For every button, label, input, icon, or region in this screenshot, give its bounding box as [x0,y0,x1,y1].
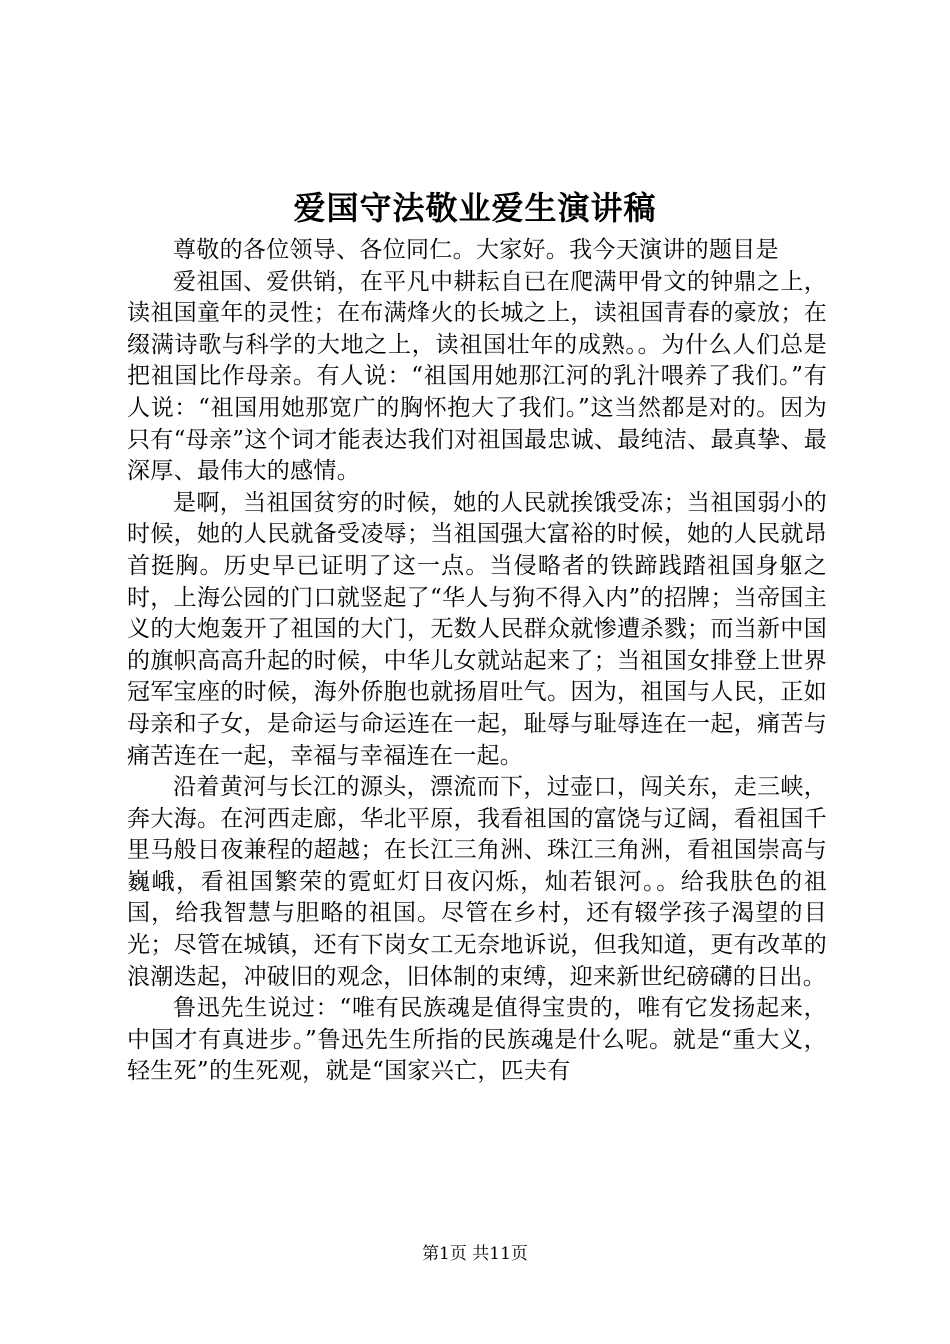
document-title: 爱国守法敬业爱生演讲稿 [293,189,657,227]
page-footer: 第1页 共11页 [422,1244,528,1264]
paragraph: 沿着黄河与长江的源头，漂流而下，过壶口，闯关东，走三峡，奔大海。在河西走廊，华北平原，我看祖国的富饶与辽阔，看祖国千里马般日夜兼程的超越；在长江三角洲、珠江三角洲，看祖国崇高与巍峨，看祖国繁荣的霓虹灯日夜闪烁，灿若银河。。给我肤色的祖国，给我智慧与胆略的祖国。尽管在乡村，还有辍学孩子渴望的目光；尽管在城镇，还有下岗女工无奈地诉说，但我知道，更有改革的浪潮迭起，冲破旧的观念，旧体制的束缚，迎来新世纪磅礴的日出。 [127,774,827,990]
paragraph: 鲁迅先生说过：“唯有民族魂是值得宝贵的，唯有它发扬起来，中国才有真进步。”鲁迅先生所指的民族魂是什么呢。就是“重大义，轻生死”的生死观，就是“国家兴亡，匹夫有 [127,995,827,1085]
paragraph: 爱祖国、爱供销，在平凡中耕耘自已在爬满甲骨文的钟鼎之上，读祖国童年的灵性；在布满烽火的长城之上，读祖国青春的豪放；在缀满诗歌与科学的大地之上，读祖国壮年的成熟。。为什么人们总是把祖国比作母亲。有人说：“祖国用她那江河的乳汁喂养了我们。”有人说：“祖国用她那宽广的胸怀抱大了我们。”这当然都是对的。因为只有“母亲”这个词才能表达我们对祖国最忠诚、最纯洁、最真挚、最深厚、最伟大的感情。 [127,268,827,485]
document-body [127,235,827,1088]
paragraph: 尊敬的各位领导、各位同仁。大家好。我今天演讲的题目是 [173,237,779,263]
paragraph: 是啊，当祖国贫穷的时候，她的人民就挨饿受冻；当祖国弱小的时候，她的人民就备受凌辱；当祖国强大富裕的时候，她的人民就昂首挺胸。历史早已证明了这一点。当侵略者的铁蹄践踏祖国身躯之时，上海公园的门口就竖起了“华人与狗不得入内”的招牌；当帝国主义的大炮轰开了祖国的大门，无数人民群众就惨遭杀戮；而当新中国的旗帜高高升起的时候，中华儿女就站起来了；当祖国女排登上世界冠军宝座的时候，海外侨胞也就扬眉吐气。因为，祖国与人民，正如母亲和子女，是命运与命运连在一起，耻辱与耻辱连在一起，痛苦与痛苦连在一起，幸福与幸福连在一起。 [127,489,827,769]
